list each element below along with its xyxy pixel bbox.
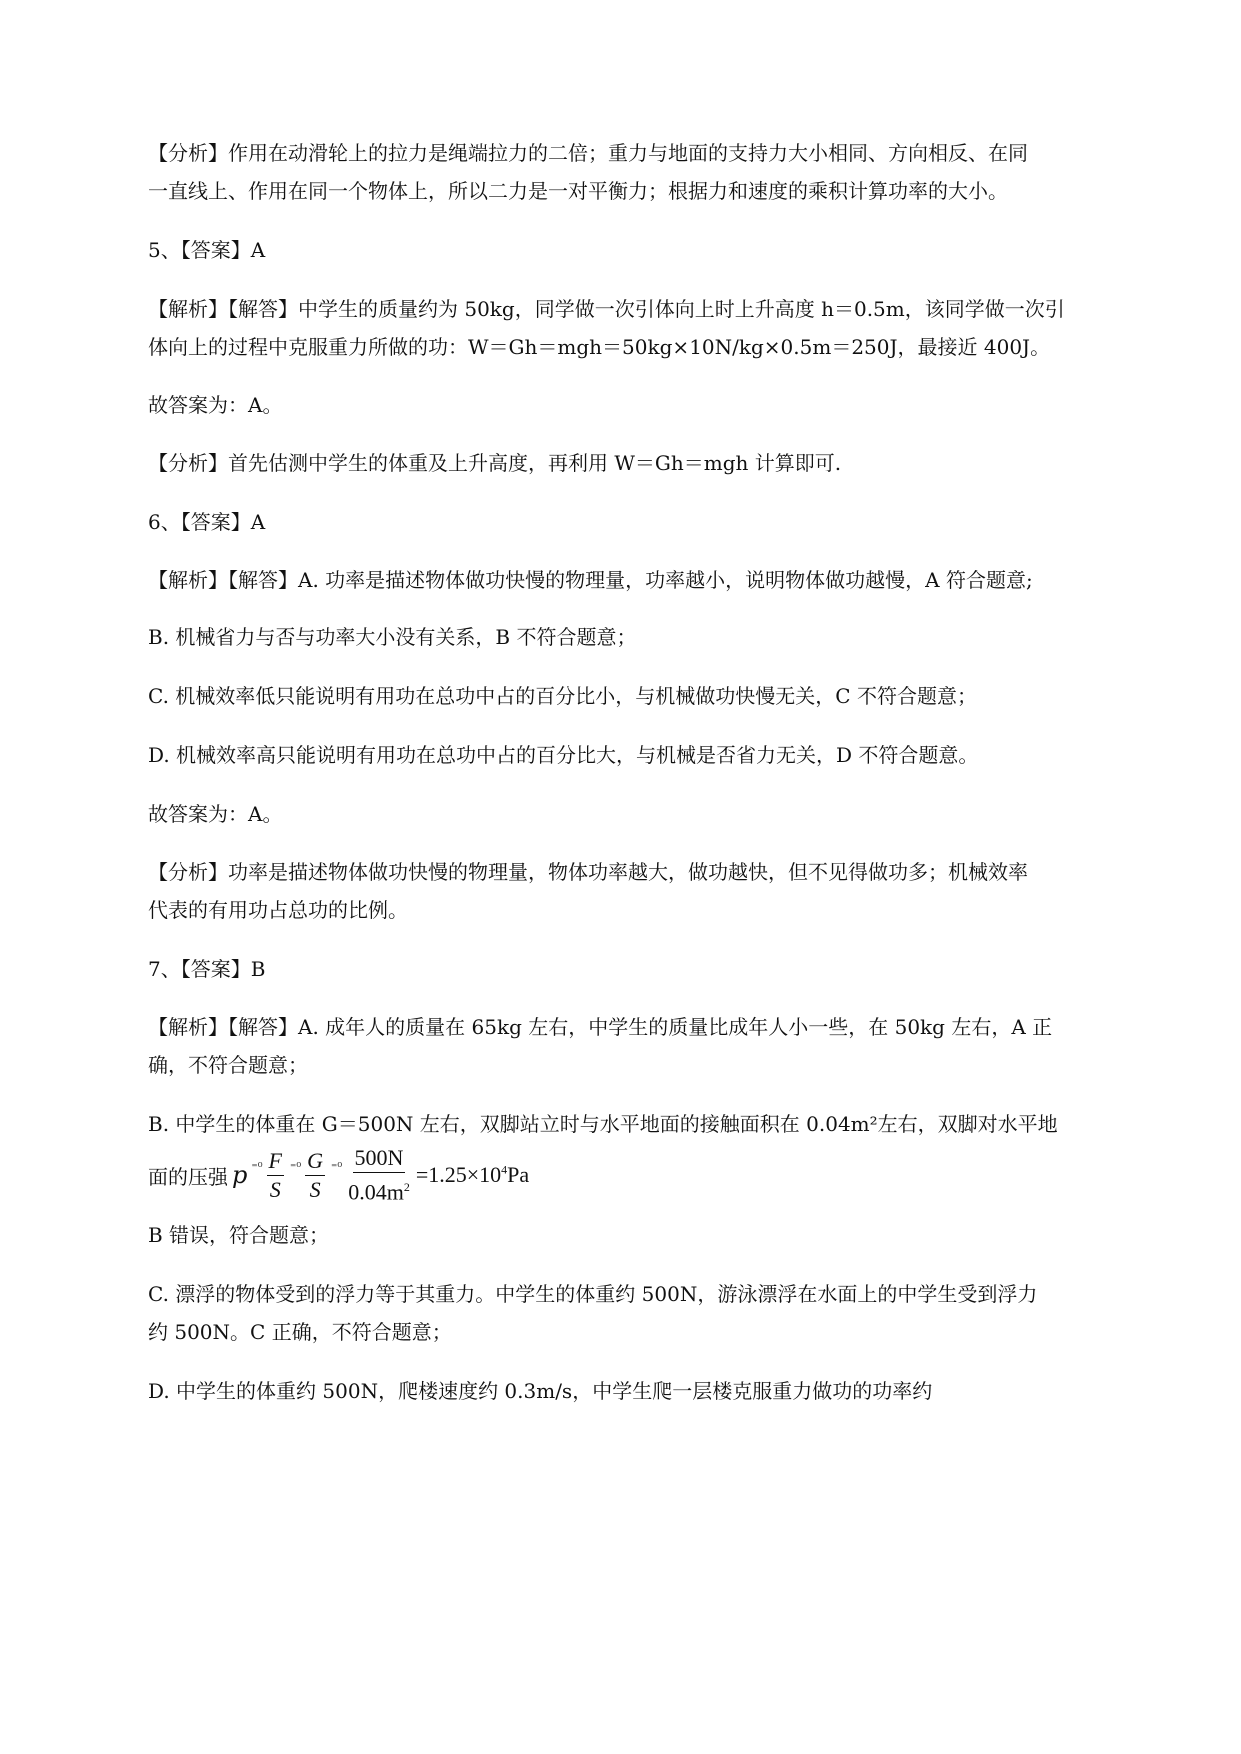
solution-7-option-c-line-1: C. 漂浮的物体受到的浮力等于其重力。中学生的体重约 500N，游泳漂浮在水面上的中学生受到浮力 xyxy=(148,1282,1038,1306)
analysis-line-1: 【分析】作用在动滑轮上的拉力是绳端拉力的二倍；重力与地面的支持力大小相同、方向相反、在同 xyxy=(148,141,1028,165)
fraction-f-over-s xyxy=(267,1147,284,1204)
solution-7-option-a-line-2: 确，不符合题意； xyxy=(148,1053,308,1077)
fraction-denominator-value: 0.04m xyxy=(348,1179,404,1205)
fraction-g-numerator: G xyxy=(305,1147,325,1176)
answer-6-heading: 6、【答案】A xyxy=(148,510,266,534)
fraction-f-denominator: S xyxy=(269,1176,281,1202)
answer-5-conclusion: 故答案为：A。 xyxy=(148,393,283,417)
solution-7-option-b-line-1: B. 中学生的体重在 G＝500N 左右，双脚站立时与水平地面的接触面积在 0.04m²左右，双脚对水平地 xyxy=(148,1112,1058,1136)
analysis-line-2: 一直线上、作用在同一个物体上，所以二力是一对平衡力；根据力和速度的乘积计算功率的大小。 xyxy=(148,179,1008,203)
fraction-g-denominator: S xyxy=(309,1176,321,1202)
solution-5-line-1: 【解析】【解答】中学生的质量约为 50kg，同学做一次引体向上时上升高度 h＝0.5m，该同学做一次引 xyxy=(148,297,1065,321)
formula-p-symbol: p xyxy=(232,1161,248,1189)
solution-5-line-2: 体向上的过程中克服重力所做的功：W＝Gh＝mgh＝50kg×10N/kg×0.5m＝250J，最接近 400J。 xyxy=(148,335,1051,359)
fraction-numeric-numerator: 500N xyxy=(353,1144,406,1173)
solution-7-option-d-line-1: D. 中学生的体重约 500N，爬楼速度约 0.3m/s，中学生爬一层楼克服重力做功的功率约 xyxy=(148,1379,933,1403)
formula-prefix: 面的压强 xyxy=(148,1164,228,1189)
solution-6-option-d: D. 机械效率高只能说明有用功在总功中占的百分比大，与机械是否省力无关，D 不符合题意。 xyxy=(148,743,979,767)
fraction-numeric xyxy=(346,1144,412,1206)
answer-7-heading: 7、【答案】B xyxy=(148,957,266,981)
fraction-denominator-exponent: 2 xyxy=(403,1179,410,1194)
fraction-numeric-denominator xyxy=(346,1173,412,1206)
formula-result-unit: Pa xyxy=(507,1162,530,1187)
answer-5-heading: 5、【答案】A xyxy=(148,238,266,262)
solution-6-option-a: 【解析】【解答】A. 功率是描述物体做功快慢的物理量，功率越小，说明物体做功越慢，A 符合题意; xyxy=(148,568,1033,592)
pressure-formula xyxy=(148,1140,1148,1210)
formula-result-exponent: 4 xyxy=(501,1162,508,1177)
fraction-f-numerator: F xyxy=(267,1147,284,1176)
solution-7-option-a-line-1: 【解析】【解答】A. 成年人的质量在 65kg 左右，中学生的质量比成年人小一些，在 50kg 左右，A 正 xyxy=(148,1015,1053,1039)
formula-equals-glyph-2: ⁼⁰ xyxy=(289,1160,302,1174)
solution-7-option-c-line-2: 约 500N。C 正确，不符合题意； xyxy=(148,1320,452,1344)
formula-result xyxy=(416,1162,529,1188)
analysis-6-line-1: 【分析】功率是描述物体做功快慢的物理量，物体功率越大，做功越快，但不见得做功多；机械效率 xyxy=(148,860,1028,884)
solution-6-option-c: C. 机械效率低只能说明有用功在总功中占的百分比小，与机械做功快慢无关，C 不符合题意； xyxy=(148,684,977,708)
solution-6-option-b: B. 机械省力与否与功率大小没有关系，B 不符合题意； xyxy=(148,625,637,649)
formula-equals-glyph-3: ⁼⁰ xyxy=(331,1160,343,1174)
analysis-6-line-2: 代表的有用功占总功的比例。 xyxy=(148,898,408,922)
analysis-5: 【分析】首先估测中学生的体重及上升高度，再利用 W＝Gh＝mgh 计算即可. xyxy=(148,451,842,475)
formula-equals-glyph-1: ⁼⁰ xyxy=(251,1160,263,1174)
solution-7-option-b-conclusion: B 错误，符合题意； xyxy=(148,1223,330,1247)
fraction-g-over-s xyxy=(305,1147,325,1204)
answer-6-conclusion: 故答案为：A。 xyxy=(148,802,283,826)
formula-result-value: =1.25×10 xyxy=(415,1162,502,1187)
